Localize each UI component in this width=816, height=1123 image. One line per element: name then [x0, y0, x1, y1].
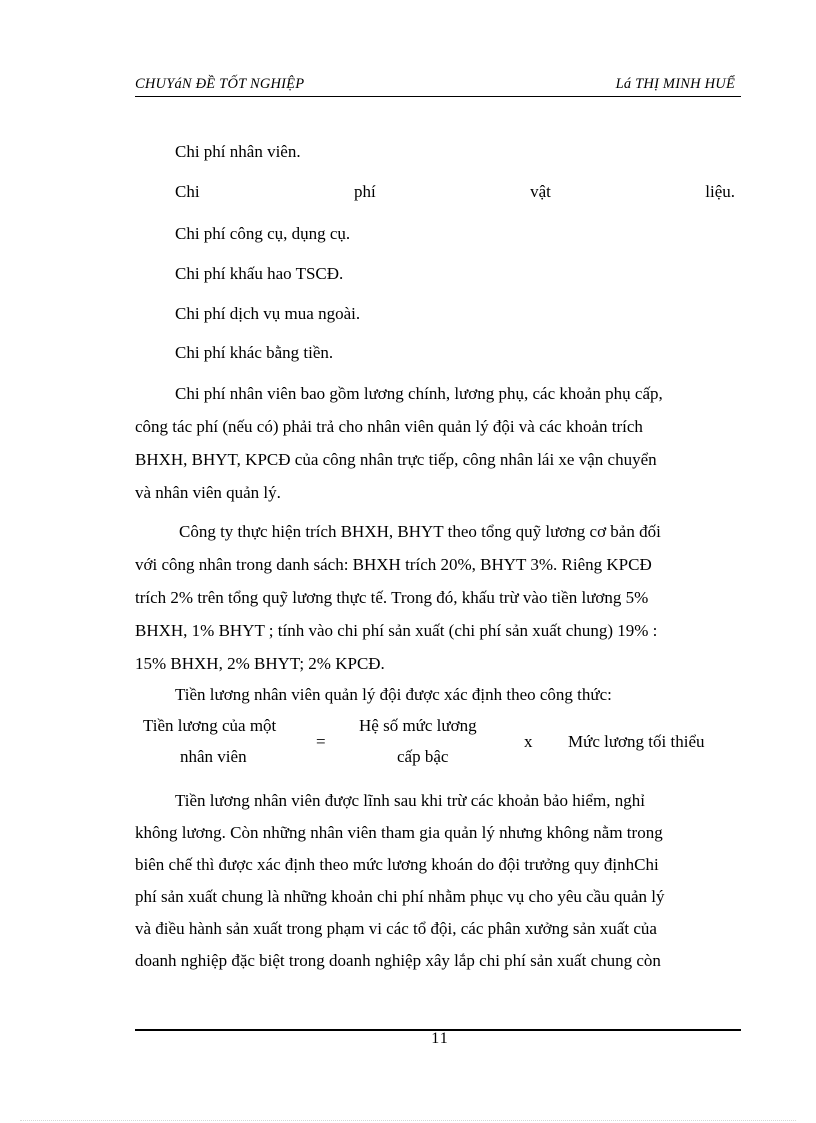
formula-rhs-line2: cấp bậc [397, 747, 449, 766]
list-item: Chi phí khác bằng tiền. [175, 343, 334, 362]
paragraph-line: Tiền lương nhân viên quản lý đội được xác định theo công thức: [175, 685, 612, 704]
list-item: Chi phí công cụ, dụng cụ. [175, 224, 351, 243]
list-word: phí [353, 182, 376, 201]
formula-minimum-wage: Mức lương tối thiểu [568, 732, 705, 751]
page-edge-divider [20, 1120, 796, 1121]
formula-lhs-line2: nhân viên [180, 747, 247, 766]
paragraph-line: biên chế thì được xác định theo mức lương khoán do đội trưởng quy địnhChi [135, 855, 659, 874]
list-word: Chi [175, 182, 200, 201]
formula-lhs-line1: Tiền lương của một [143, 716, 277, 735]
paragraph-line: với công nhân trong danh sách: BHXH trích 20%, BHYT 3%. Riêng KPCĐ [135, 555, 652, 574]
paragraph-line: trích 2% trên tổng quỹ lương thực tế. Trong đó, khấu trừ vào tiền lương 5% [135, 588, 649, 607]
list-item: Chi phí nhân viên. [175, 142, 301, 161]
paragraph-line: Tiền lương nhân viên được lĩnh sau khi trừ các khoản bảo hiểm, nghỉ [175, 791, 645, 810]
header-rule [135, 96, 741, 97]
header-author-name: Lá THỊ MINH HUỂ [615, 76, 735, 92]
page-header [135, 76, 741, 96]
paragraph-line: 15% BHXH, 2% BHYT; 2% KPCĐ. [135, 654, 385, 673]
list-item: Chi phí dịch vụ mua ngoài. [175, 304, 361, 323]
paragraph-line: doanh nghiệp đặc biệt trong doanh nghiệp xây lắp chi phí sản xuất chung còn [135, 951, 661, 970]
list-word: vật [530, 182, 551, 201]
paragraph-line: công tác phí (nếu có) phải trả cho nhân viên quản lý đội và các khoản trích [135, 417, 643, 436]
paragraph-line: không lương. Còn những nhân viên tham gia quản lý nhưng không nằm trong [135, 823, 663, 842]
header-left-title: CHUYáN ĐỀ TỐT NGHIỆP [135, 76, 305, 92]
formula-rhs-line1: Hệ số mức lương [359, 716, 477, 735]
paragraph-line: BHXH, BHYT, KPCĐ của công nhân trực tiếp, công nhân lái xe vận chuyển [135, 450, 657, 469]
list-word: liệu. [705, 182, 735, 201]
paragraph-line: và điều hành sản xuất trong phạm vi các tổ đội, các phân xưởng sản xuất của [135, 919, 657, 938]
paragraph-line: Chi phí nhân viên bao gồm lương chính, lương phụ, các khoản phụ cấp, [175, 384, 663, 403]
paragraph-line: Công ty thực hiện trích BHXH, BHYT theo tổng quỹ lương cơ bản đối [179, 522, 661, 541]
formula-times-sign: x [524, 732, 533, 751]
list-item-justified [175, 176, 735, 207]
paragraph-line: phí sản xuất chung là những khoản chi phí nhằm phục vụ cho yêu cầu quản lý [135, 887, 665, 906]
formula-equals-sign: = [316, 732, 326, 751]
paragraph-line: BHXH, 1% BHYT ; tính vào chi phí sản xuất (chi phí sản xuất chung) 19% : [135, 621, 658, 640]
paragraph-line: và nhân viên quản lý. [135, 483, 281, 502]
list-item: Chi phí khấu hao TSCĐ. [175, 264, 344, 283]
page-number: 11 [431, 1030, 449, 1047]
